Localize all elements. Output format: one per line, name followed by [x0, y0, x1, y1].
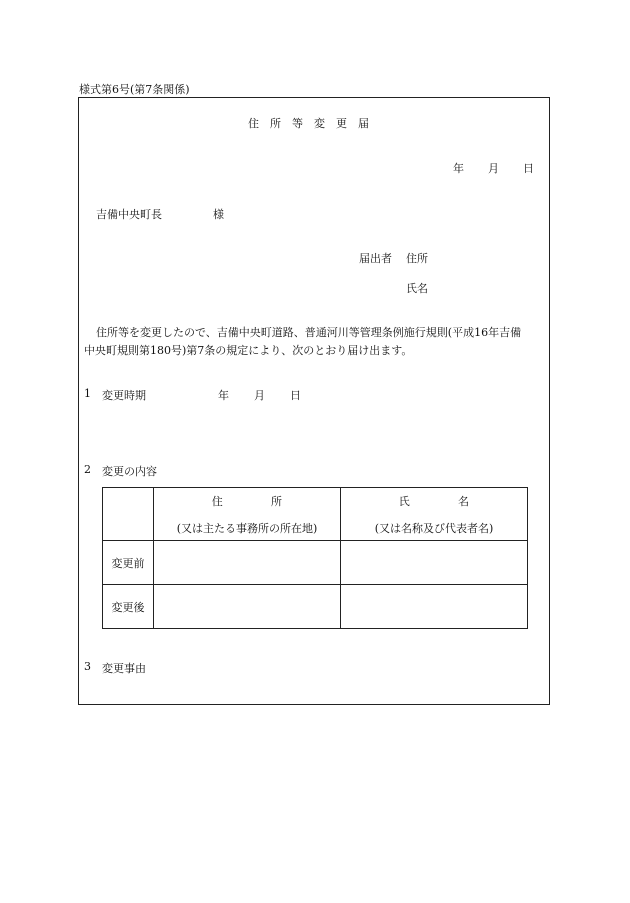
section1-month: 月	[254, 389, 265, 402]
section2-number: 2	[84, 463, 91, 476]
recipient-honorific: 様	[213, 208, 224, 221]
table-row	[103, 541, 528, 585]
header-name-char2: 名	[458, 494, 470, 508]
header-address-char2: 所	[271, 494, 283, 508]
change-table	[102, 487, 528, 629]
header-name-char1: 氏	[398, 494, 410, 508]
section2-label: 変更の内容	[102, 465, 157, 478]
title-char: 変	[314, 117, 325, 130]
date-month: 月	[488, 162, 499, 175]
section1-number: 1	[84, 387, 91, 400]
form-title	[248, 115, 380, 131]
header-name-sub: (又は名称及び代表者名)	[374, 521, 494, 535]
after-name-cell[interactable]	[341, 585, 528, 629]
name-label: 氏名	[406, 282, 428, 295]
title-char: 更	[336, 117, 347, 130]
date-year: 年	[453, 162, 464, 175]
section1-label: 変更時期	[102, 389, 146, 402]
title-char: 所	[270, 117, 281, 130]
address-label: 住所	[406, 252, 428, 265]
recipient-name: 吉備中央町長	[96, 208, 162, 221]
title-char: 届	[358, 117, 369, 130]
header-address-sub: (又は主たる事務所の所在地)	[176, 521, 318, 535]
table-corner-cell	[103, 488, 154, 541]
row-label-before: 変更前	[103, 541, 154, 585]
section1-day: 日	[290, 389, 301, 402]
section3-label: 変更事由	[102, 662, 146, 675]
row-label-after: 変更後	[103, 585, 154, 629]
title-char: 住	[248, 117, 259, 130]
section1-year: 年	[218, 389, 229, 402]
before-address-cell[interactable]	[154, 541, 341, 585]
body-text-line1: 住所等を変更したので、吉備中央町道路、普通河川等管理条例施行規則(平成16年吉備	[96, 326, 522, 339]
body-text-line2: 中央町規則第180号)第7条の規定により、次のとおり届け出ます。	[84, 344, 413, 357]
after-address-cell[interactable]	[154, 585, 341, 629]
title-char: 等	[292, 117, 303, 130]
before-name-cell[interactable]	[341, 541, 528, 585]
table-row	[103, 585, 528, 629]
header-name	[341, 488, 528, 541]
header-address	[154, 488, 341, 541]
section3-number: 3	[84, 660, 91, 673]
date-day: 日	[523, 162, 534, 175]
header-address-char1: 住	[211, 494, 223, 508]
form-number: 様式第6号(第7条関係)	[79, 83, 190, 96]
applicant-label: 届出者	[359, 252, 392, 265]
